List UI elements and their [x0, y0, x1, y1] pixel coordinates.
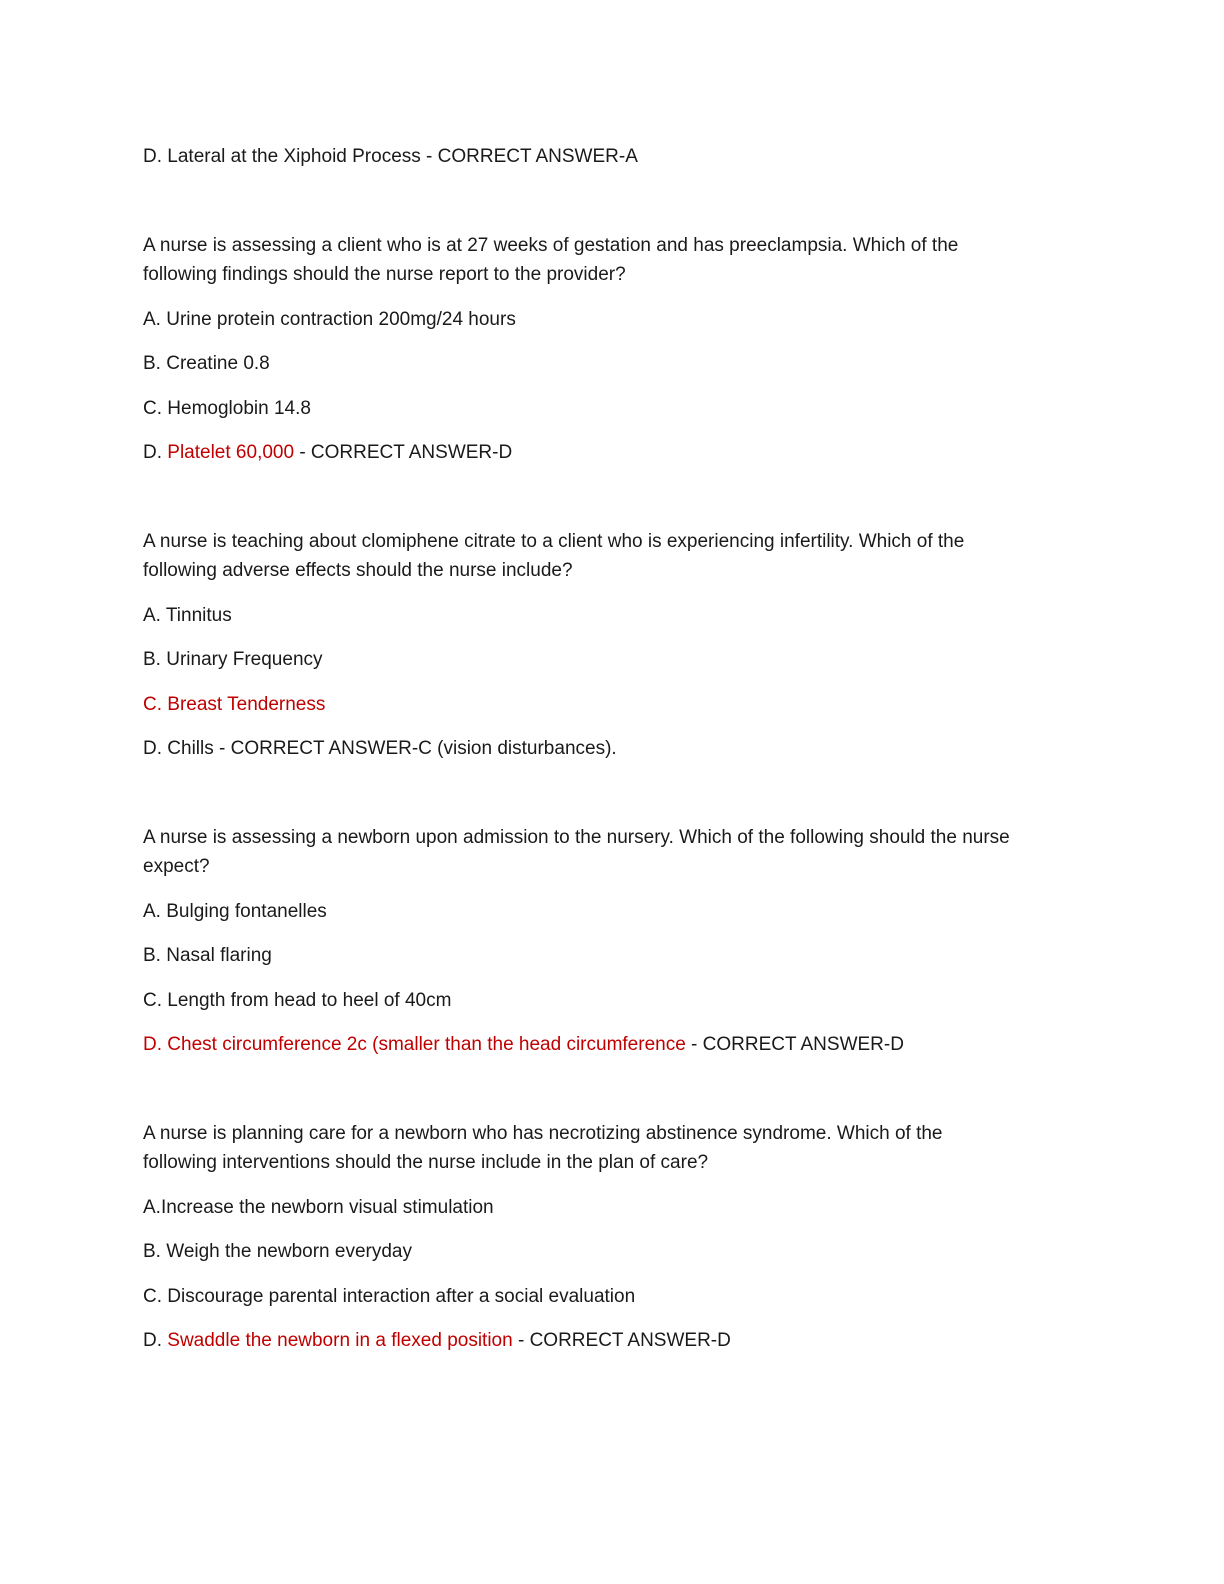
q4-stem-line1: A nurse is planning care for a newborn who has necrotizing abstinence syndrome. Which of the [143, 1123, 943, 1144]
q1-stem-line1: A nurse is assessing a client who is at 27 weeks of gestation and has preeclampsia. Which of the [143, 235, 959, 256]
q2-stem-line2: following adverse effects should the nurse include? [143, 560, 573, 581]
q4-correct-answer-text: Swaddle the newborn in a flexed position [167, 1330, 513, 1351]
q2-option-b: B. Urinary Frequency [143, 649, 323, 670]
q1-option-c: C. Hemoglobin 14.8 [143, 398, 311, 419]
prev-option-d: D. Lateral at the Xiphoid Process - CORRECT ANSWER-A [143, 146, 638, 167]
q4-option-d [143, 1326, 731, 1355]
q1-option-b: B. Creatine 0.8 [143, 353, 270, 374]
q4-option-a: A.Increase the newborn visual stimulation [143, 1197, 494, 1218]
q4-option-d-prefix: D. [143, 1330, 168, 1351]
q3-correct-answer-text: D. Chest circumference 2c (smaller than the head circumference [143, 1034, 686, 1055]
q3-option-c: C. Length from head to heel of 40cm [143, 990, 452, 1011]
q3-option-b: B. Nasal flaring [143, 945, 272, 966]
q3-option-d-suffix: - CORRECT ANSWER-D [685, 1034, 904, 1055]
q3-option-d [143, 1030, 904, 1059]
q3-stem-line1: A nurse is assessing a newborn upon admission to the nursery. Which of the following should the nurse [143, 827, 1010, 848]
q1-option-d [143, 438, 512, 467]
q2-option-d: D. Chills - CORRECT ANSWER-C (vision disturbances). [143, 738, 617, 759]
q4-option-b: B. Weigh the newborn everyday [143, 1241, 412, 1262]
q3-stem-line2: expect? [143, 856, 210, 877]
q1-option-a: A. Urine protein contraction 200mg/24 hours [143, 309, 516, 330]
q1-correct-answer-text: Platelet 60,000 [167, 442, 295, 463]
q3-option-a: A. Bulging fontanelles [143, 901, 327, 922]
q2-stem-line1: A nurse is teaching about clomiphene citrate to a client who is experiencing infertility. Which of the [143, 531, 965, 552]
q4-option-d-suffix: - CORRECT ANSWER-D [512, 1330, 731, 1351]
q1-option-d-prefix: D. [143, 442, 168, 463]
q4-stem-line2: following interventions should the nurse include in the plan of care? [143, 1152, 709, 1173]
q1-stem-line2: following findings should the nurse report to the provider? [143, 264, 626, 285]
q2-option-c-correct: C. Breast Tenderness [143, 694, 326, 715]
q4-option-c: C. Discourage parental interaction after a social evaluation [143, 1286, 636, 1307]
q2-option-a: A. Tinnitus [143, 605, 232, 626]
q1-option-d-suffix: - CORRECT ANSWER-D [294, 442, 513, 463]
